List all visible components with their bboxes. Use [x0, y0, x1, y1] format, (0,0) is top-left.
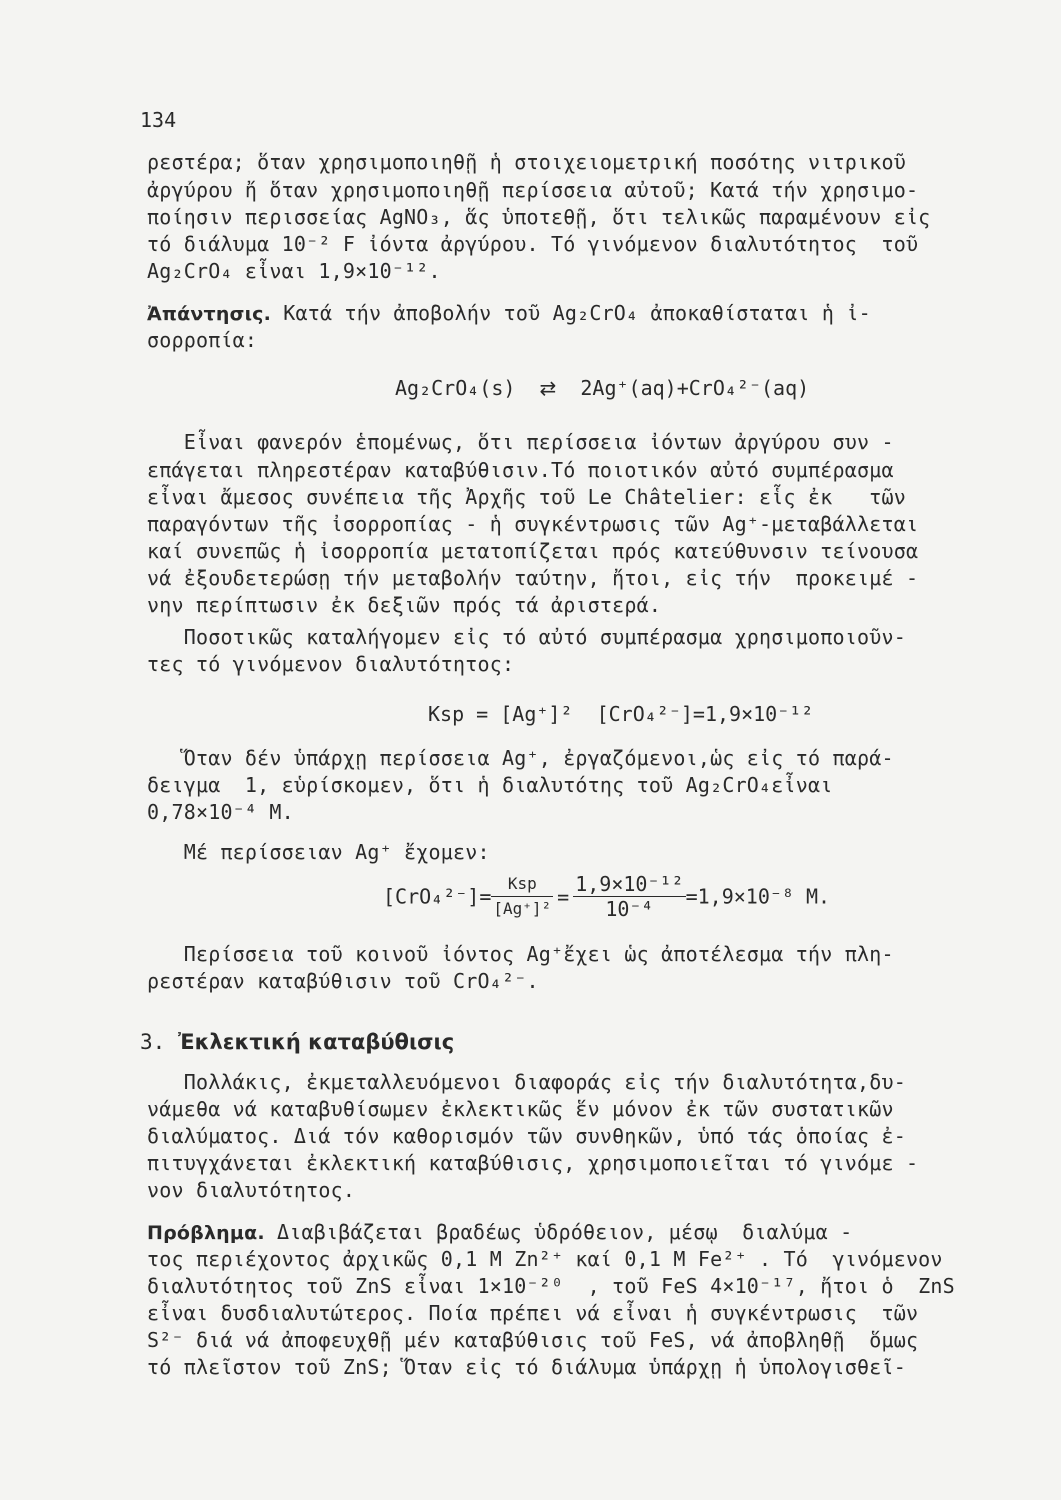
equilibrium-arrow-icon: ⇄ — [539, 376, 557, 400]
text-line: νά ἐξουδετερώσῃ τήν μεταβολήν ταύτην, ἤτοι, εἰς τήν προκειμέ - — [147, 566, 919, 590]
text-line: ποίησιν περισσείας AgNO₃, ἅς ὑποτεθῇ, ὅτι τελικῶς παραμένουν εἰς — [147, 205, 931, 229]
fraction1-numerator: Ksp — [491, 872, 553, 897]
text-line: Εἶναι φανερόν ἑπομένως, ὅτι περίσσεια ἰόντων ἀργύρου συν - — [147, 430, 894, 454]
section-title: Ἐκλεκτική καταβύθισις — [177, 1030, 455, 1054]
fraction2-denominator: 10⁻⁴ — [605, 897, 654, 921]
fraction2-numerator: 1,9×10⁻¹² — [575, 872, 684, 896]
text-line: δειγμα 1, εὑρίσκομεν, ὅτι ἡ διαλυτότης τοῦ Ag₂CrO₄εἶναι — [147, 773, 833, 797]
equilibrium-equation — [395, 376, 809, 400]
text-line: εἶναι ἄμεσος συνέπεια τῆς Ἀρχῆς τοῦ Le Châtelier: εἷς ἐκ τῶν — [147, 485, 906, 509]
text-line: νην περίπτωσιν ἐκ δεξιῶν πρός τά ἀριστερά. — [147, 593, 662, 617]
text-line: εἶναι δυσδιαλυτώτερος. Ποία πρέπει νά εἶναι ἡ συγκέντρωσις τῶν — [147, 1301, 919, 1325]
text-line: Ag₂CrO₄ εἶναι 1,9×10⁻¹². — [147, 259, 441, 283]
problem-line — [147, 1220, 852, 1245]
text-line: καί συνεπῶς ἡ ἰσορροπία μετατοπίζεται πρός κατεύθυνσιν τείνουσα — [147, 539, 919, 563]
text-line: νον διαλυτότητος. — [147, 1178, 356, 1202]
answer-text: Κατά τήν ἀποβολήν τοῦ Ag₂CrO₄ ἀποκαθίσταται ἡ ἰ- — [271, 301, 871, 325]
text-line: διαλυτότητος τοῦ ZnS εἶναι 1×10⁻²⁰ , τοῦ FeS 4×10⁻¹⁷, ἤτοι ὁ ZnS — [147, 1274, 955, 1298]
equilibrium-left: Ag₂CrO₄(s) — [395, 376, 516, 400]
text-line: ρεστέρα; ὅταν χρησιμοποιηθῇ ἡ στοιχειομετρική ποσότης νιτρικοῦ — [147, 150, 906, 174]
text-line: Περίσσεια τοῦ κοινοῦ ἰόντος Ag⁺ἔχει ὡς ἀποτέλεσμα τήν πλη- — [147, 942, 894, 966]
equilibrium-right: 2Ag⁺(aq)+CrO₄²⁻(aq) — [580, 376, 810, 400]
text-line: νάμεθα νά καταβυθίσωμεν ἐκλεκτικῶς ἕν μόνον ἐκ τῶν συστατικῶν — [147, 1097, 894, 1121]
text-line: Ὅταν δέν ὑπάρχῃ περίσσεια Ag⁺, ἐργαζόμενοι,ὡς εἰς τό παρά- — [147, 746, 894, 770]
text-line: Ποσοτικῶς καταλήγομεν εἰς τό αὐτό συμπέρασμα χρησιμοποιοῦν- — [147, 625, 906, 649]
text-line: τος περιέχοντος ἀρχικῶς 0,1 M Zn²⁺ καί 0,1 M Fe²⁺ . Τό γινόμενον — [147, 1247, 943, 1271]
problem-text: Διαβιβάζεται βραδέως ὑδρόθειον, μέσῳ διαλύμα - — [264, 1220, 853, 1244]
fraction-eq-sign: = — [557, 884, 570, 909]
text-line: ἀργύρου ἤ ὅταν χρησιμοποιηθῇ περίσσεια αὐτοῦ; Κατά τήν χρησιμο- — [147, 178, 919, 202]
text-line: τό διάλυμα 10⁻² F ἰόντα ἀργύρου. Τό γινόμενον διαλυτότητος τοῦ — [147, 232, 919, 256]
text-line: επάγεται πληρεστέραν καταβύθισιν.Τό ποιοτικόν αὐτό συμπέρασμα — [147, 458, 894, 482]
fraction-equation — [383, 872, 830, 921]
fraction-lhs: [CrO₄²⁻]= — [383, 884, 492, 909]
page-number: 134 — [140, 108, 177, 132]
text-line: S²⁻ διά νά ἀποφευχθῇ μέν καταβύθισις τοῦ FeS, νά ἀποβληθῇ ὅμως — [147, 1328, 919, 1352]
text-line: παραγόντων τῆς ἰσορροπίας - ἡ συγκέντρωσις τῶν Ag⁺-μεταβάλλεται — [147, 512, 919, 536]
text-line: διαλύματος. Διά τόν καθορισμόν τῶν συνθηκῶν, ὑπό τάς ὁποίας ἐ- — [147, 1124, 906, 1148]
text-line: σορροπία: — [147, 328, 258, 352]
section-heading — [140, 1030, 454, 1054]
text-line: πιτυγχάνεται ἐκλεκτική καταβύθισις, χρησιμοποιεῖται τό γινόμε - — [147, 1151, 919, 1175]
problem-label: Πρόβλημα. — [147, 1222, 265, 1244]
ksp-equation: Ksp = [Ag⁺]² [CrO₄²⁻]=1,9×10⁻¹² — [428, 702, 814, 726]
text-line: Πολλάκις, ἐκμεταλλευόμενοι διαφοράς εἰς τήν διαλυτότητα,δυ- — [147, 1070, 906, 1094]
fraction-result: =1,9×10⁻⁸ M. — [685, 884, 831, 909]
section-number: 3. — [140, 1030, 166, 1054]
answer-line — [147, 301, 871, 326]
answer-label: Ἀπάντησις. — [147, 303, 272, 325]
fraction1-denominator: [Ag⁺]² — [493, 899, 552, 918]
text-line: ρεστέραν καταβύθισιν τοῦ CrO₄²⁻. — [147, 969, 539, 993]
text-line: 0,78×10⁻⁴ M. — [147, 800, 294, 824]
text-line: τό πλεῖστον τοῦ ZnS; Ὅταν εἰς τό διάλυμα ὑπάρχῃ ἡ ὑπολογισθεῖ- — [147, 1355, 906, 1379]
text-line: τες τό γινόμενον διαλυτότητος: — [147, 652, 515, 676]
text-line: Μέ περίσσειαν Ag⁺ ἔχομεν: — [147, 840, 490, 864]
